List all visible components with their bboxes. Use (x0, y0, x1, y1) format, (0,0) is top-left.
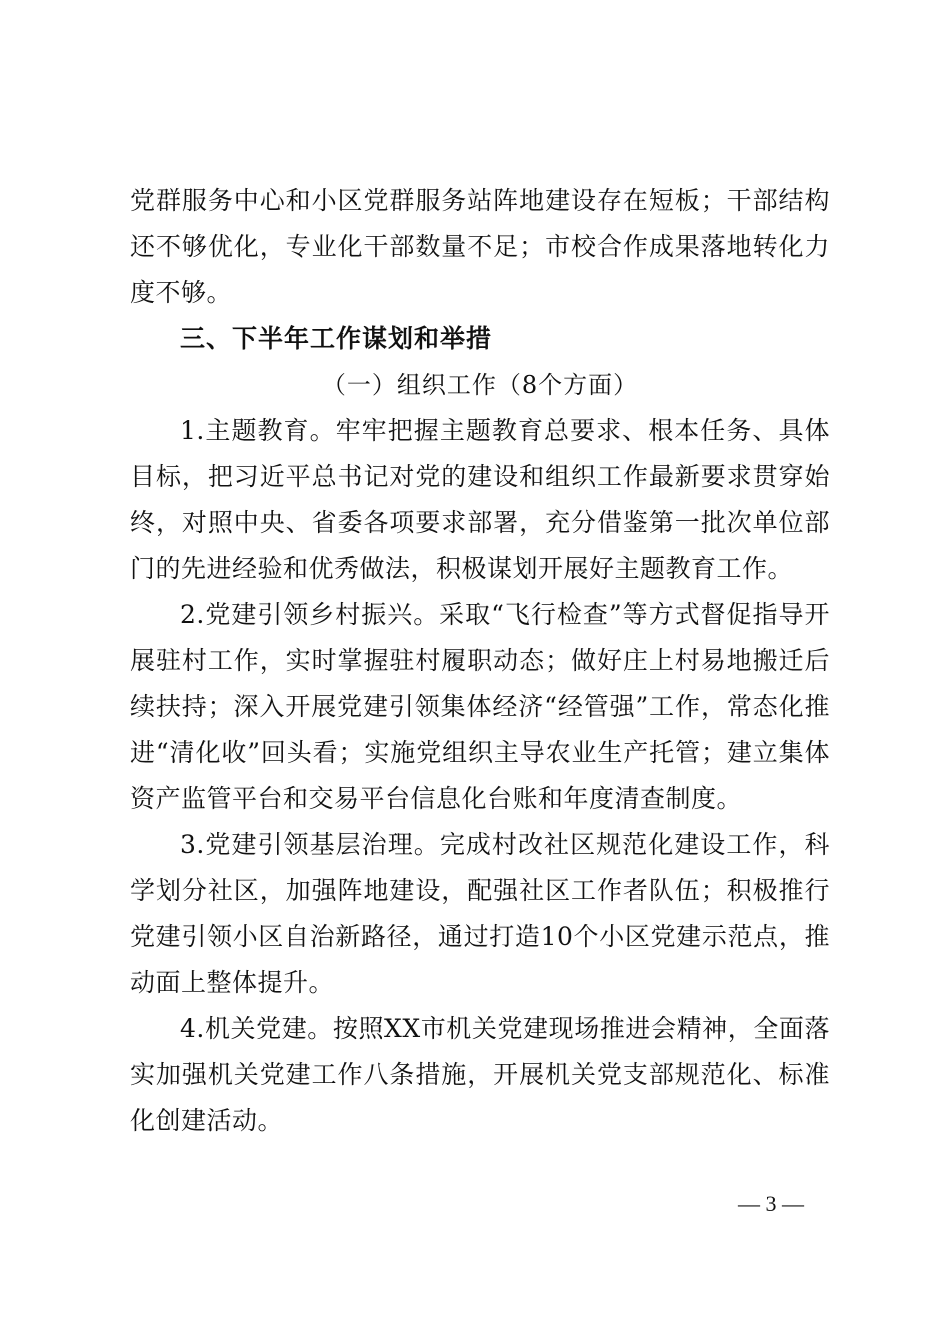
paragraph-item-4: 4.机关党建。按照XX市机关党建现场推进会精神，全面落实加强机关党建工作八条措施，开展机关党支部规范化、标准化创建活动。 (130, 1014, 830, 1135)
paragraph-continuation: 党群服务中心和小区党群服务站阵地建设存在短板；干部结构还不够优化，专业化干部数量不足；市校合作成果落地转化力度不够。 (130, 186, 830, 307)
page-number: — 3 — (738, 1191, 804, 1216)
sub-heading: （一）组织工作（8个方面） (321, 371, 639, 399)
section-heading: 三、下半年工作谋划和举措 (180, 324, 493, 353)
paragraph-item-3: 3.党建引领基层治理。完成村改社区规范化建设工作，科学划分社区，加强阵地建设，配强社区工作者队伍；积极推行党建引领小区自治新路径，通过打造10个小区党建示范点，推动面上整体提升。 (130, 830, 830, 997)
document-body (130, 178, 830, 1144)
paragraph-item-1: 1.主题教育。牢牢把握主题教育总要求、根本任务、具体目标，把习近平总书记对党的建设和组织工作最新要求贯穿始终，对照中央、省委各项要求部署，充分借鉴第一批次单位部门的先进经验和优秀做法，积极谋划开展好主题教育工作。 (130, 416, 830, 583)
paragraph-item-2: 2.党建引领乡村振兴。采取“飞行检查”等方式督促指导开展驻村工作，实时掌握驻村履职动态；做好庄上村易地搬迁后续扶持；深入开展党建引领集体经济“经管强”工作，常态化推进“清化收”回头看；实施党组织主导农业生产托管；建立集体资产监管平台和交易平台信息化台账和年度清查制度。 (130, 600, 830, 813)
